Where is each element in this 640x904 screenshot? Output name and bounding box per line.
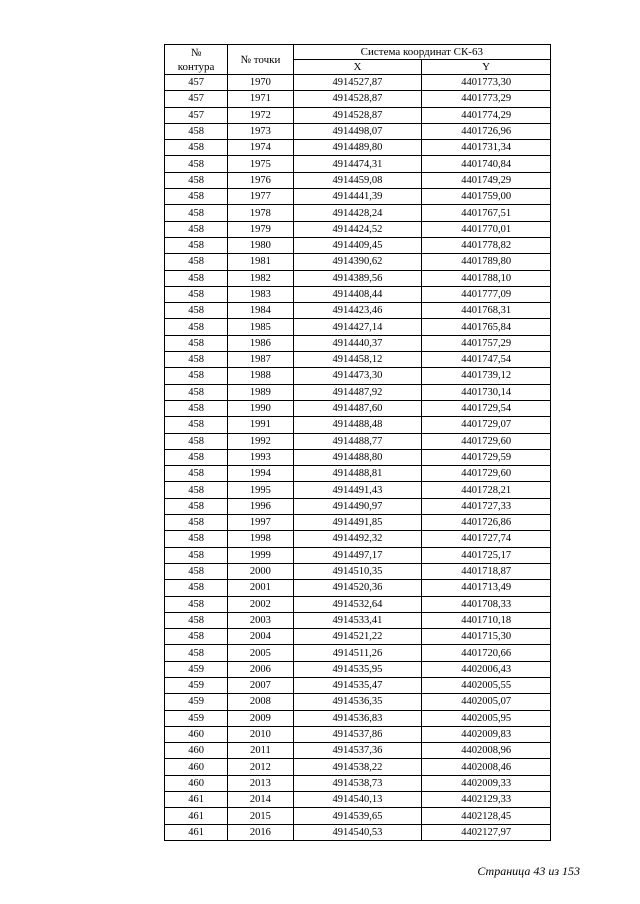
cell-y: 4401715,30: [422, 629, 551, 645]
cell-contour: 458: [165, 466, 228, 482]
cell-point: 1988: [228, 368, 293, 384]
cell-point: 2001: [228, 580, 293, 596]
cell-x: 4914474,31: [293, 156, 422, 172]
cell-contour: 458: [165, 270, 228, 286]
cell-point: 1995: [228, 482, 293, 498]
cell-y: 4402009,33: [422, 775, 551, 791]
cell-y: 4401708,33: [422, 596, 551, 612]
cell-contour: 458: [165, 563, 228, 579]
cell-contour: 459: [165, 661, 228, 677]
cell-x: 4914498,07: [293, 123, 422, 139]
cell-contour: 461: [165, 792, 228, 808]
cell-contour: 460: [165, 775, 228, 791]
cell-contour: 458: [165, 368, 228, 384]
cell-point: 2005: [228, 645, 293, 661]
cell-x: 4914489,80: [293, 140, 422, 156]
table-row: [165, 433, 551, 449]
table-row: [165, 743, 551, 759]
cell-x: 4914428,24: [293, 205, 422, 221]
header-point: № точки: [228, 45, 293, 75]
table-row: [165, 368, 551, 384]
cell-x: 4914528,87: [293, 107, 422, 123]
cell-y: 4401727,33: [422, 498, 551, 514]
cell-contour: 458: [165, 237, 228, 253]
cell-y: 4402129,33: [422, 792, 551, 808]
cell-x: 4914488,81: [293, 466, 422, 482]
cell-point: 2013: [228, 775, 293, 791]
cell-x: 4914538,73: [293, 775, 422, 791]
cell-x: 4914527,87: [293, 75, 422, 91]
cell-point: 1997: [228, 515, 293, 531]
cell-y: 4402005,07: [422, 694, 551, 710]
cell-point: 1989: [228, 384, 293, 400]
cell-y: 4401729,54: [422, 400, 551, 416]
cell-x: 4914537,86: [293, 726, 422, 742]
cell-point: 1991: [228, 417, 293, 433]
cell-x: 4914497,17: [293, 547, 422, 563]
cell-contour: 458: [165, 547, 228, 563]
cell-x: 4914488,48: [293, 417, 422, 433]
cell-point: 1972: [228, 107, 293, 123]
table-row: [165, 629, 551, 645]
cell-x: 4914427,14: [293, 319, 422, 335]
cell-contour: 461: [165, 824, 228, 840]
cell-y: 4401778,82: [422, 237, 551, 253]
cell-point: 1985: [228, 319, 293, 335]
cell-x: 4914473,30: [293, 368, 422, 384]
cell-point: 1996: [228, 498, 293, 514]
table-row: [165, 352, 551, 368]
cell-contour: 458: [165, 612, 228, 628]
cell-point: 1984: [228, 303, 293, 319]
cell-y: 4401740,84: [422, 156, 551, 172]
cell-contour: 458: [165, 319, 228, 335]
table-row: [165, 384, 551, 400]
cell-point: 2002: [228, 596, 293, 612]
cell-point: 1976: [228, 172, 293, 188]
header-coordinate-system: Система координат СК-63: [293, 45, 550, 60]
cell-point: 1974: [228, 140, 293, 156]
cell-y: 4401757,29: [422, 335, 551, 351]
cell-y: 4401774,29: [422, 107, 551, 123]
cell-contour: 458: [165, 156, 228, 172]
cell-y: 4402128,45: [422, 808, 551, 824]
cell-point: 1994: [228, 466, 293, 482]
cell-y: 4401777,09: [422, 286, 551, 302]
cell-point: 2014: [228, 792, 293, 808]
cell-contour: 460: [165, 743, 228, 759]
cell-contour: 458: [165, 531, 228, 547]
cell-contour: 458: [165, 303, 228, 319]
cell-contour: 458: [165, 286, 228, 302]
cell-x: 4914441,39: [293, 189, 422, 205]
cell-x: 4914532,64: [293, 596, 422, 612]
table-row: [165, 596, 551, 612]
cell-x: 4914487,92: [293, 384, 422, 400]
cell-contour: 459: [165, 677, 228, 693]
table-row: [165, 270, 551, 286]
cell-x: 4914408,44: [293, 286, 422, 302]
table-row: [165, 319, 551, 335]
cell-contour: 458: [165, 400, 228, 416]
cell-y: 4401773,30: [422, 75, 551, 91]
cell-x: 4914423,46: [293, 303, 422, 319]
cell-point: 1977: [228, 189, 293, 205]
cell-x: 4914536,83: [293, 710, 422, 726]
table-row: [165, 775, 551, 791]
cell-contour: 458: [165, 172, 228, 188]
cell-y: 4401729,59: [422, 449, 551, 465]
cell-y: 4401731,34: [422, 140, 551, 156]
cell-contour: 460: [165, 726, 228, 742]
cell-y: 4401789,80: [422, 254, 551, 270]
cell-point: 1979: [228, 221, 293, 237]
cell-point: 2016: [228, 824, 293, 840]
table-row: [165, 156, 551, 172]
table-row: [165, 417, 551, 433]
cell-point: 2000: [228, 563, 293, 579]
cell-point: 2007: [228, 677, 293, 693]
cell-point: 1998: [228, 531, 293, 547]
cell-point: 2004: [228, 629, 293, 645]
cell-y: 4402009,83: [422, 726, 551, 742]
cell-contour: 458: [165, 140, 228, 156]
cell-contour: 458: [165, 254, 228, 270]
cell-contour: 460: [165, 759, 228, 775]
cell-point: 1982: [228, 270, 293, 286]
table-row: [165, 661, 551, 677]
cell-point: 1990: [228, 400, 293, 416]
header-y: Y: [422, 60, 551, 75]
cell-y: 4401729,60: [422, 466, 551, 482]
cell-contour: 458: [165, 515, 228, 531]
cell-x: 4914491,43: [293, 482, 422, 498]
coordinates-table: [164, 44, 551, 841]
cell-x: 4914440,37: [293, 335, 422, 351]
cell-x: 4914510,35: [293, 563, 422, 579]
cell-y: 4401759,00: [422, 189, 551, 205]
table-row: [165, 400, 551, 416]
table-row: [165, 189, 551, 205]
cell-y: 4401720,66: [422, 645, 551, 661]
cell-contour: 458: [165, 352, 228, 368]
cell-point: 1978: [228, 205, 293, 221]
cell-y: 4401729,60: [422, 433, 551, 449]
table-row: [165, 254, 551, 270]
cell-y: 4401710,18: [422, 612, 551, 628]
cell-y: 4401725,17: [422, 547, 551, 563]
cell-contour: 457: [165, 75, 228, 91]
cell-y: 4401728,21: [422, 482, 551, 498]
cell-x: 4914539,65: [293, 808, 422, 824]
cell-y: 4402127,97: [422, 824, 551, 840]
cell-x: 4914528,87: [293, 91, 422, 107]
cell-point: 2010: [228, 726, 293, 742]
cell-contour: 458: [165, 417, 228, 433]
cell-y: 4401770,01: [422, 221, 551, 237]
table-row: [165, 91, 551, 107]
cell-point: 1987: [228, 352, 293, 368]
cell-point: 1980: [228, 237, 293, 253]
table-row: [165, 107, 551, 123]
cell-contour: 458: [165, 482, 228, 498]
cell-point: 2003: [228, 612, 293, 628]
cell-point: 1975: [228, 156, 293, 172]
cell-point: 1981: [228, 254, 293, 270]
cell-contour: 459: [165, 710, 228, 726]
cell-x: 4914521,22: [293, 629, 422, 645]
cell-point: 2009: [228, 710, 293, 726]
table-row: [165, 449, 551, 465]
cell-x: 4914409,45: [293, 237, 422, 253]
cell-point: 2015: [228, 808, 293, 824]
table-row: [165, 547, 551, 563]
table-row: [165, 710, 551, 726]
table-row: [165, 140, 551, 156]
cell-point: 1999: [228, 547, 293, 563]
cell-point: 1971: [228, 91, 293, 107]
cell-y: 4401713,49: [422, 580, 551, 596]
table-row: [165, 759, 551, 775]
table-row: [165, 677, 551, 693]
table-row: [165, 75, 551, 91]
table-row: [165, 498, 551, 514]
cell-contour: 458: [165, 221, 228, 237]
cell-y: 4402008,46: [422, 759, 551, 775]
cell-x: 4914488,77: [293, 433, 422, 449]
table-row: [165, 221, 551, 237]
cell-point: 2011: [228, 743, 293, 759]
table-row: [165, 580, 551, 596]
cell-y: 4402006,43: [422, 661, 551, 677]
cell-y: 4401729,07: [422, 417, 551, 433]
cell-y: 4401730,14: [422, 384, 551, 400]
table-row: [165, 172, 551, 188]
table-row: [165, 237, 551, 253]
table-row: [165, 531, 551, 547]
cell-x: 4914533,41: [293, 612, 422, 628]
table-row: [165, 515, 551, 531]
cell-y: 4401727,74: [422, 531, 551, 547]
cell-point: 2012: [228, 759, 293, 775]
cell-x: 4914424,52: [293, 221, 422, 237]
cell-contour: 458: [165, 123, 228, 139]
cell-x: 4914535,95: [293, 661, 422, 677]
cell-y: 4401726,86: [422, 515, 551, 531]
table-row: [165, 726, 551, 742]
cell-contour: 458: [165, 433, 228, 449]
cell-contour: 458: [165, 189, 228, 205]
table-row: [165, 286, 551, 302]
cell-contour: 458: [165, 596, 228, 612]
table-row: [165, 645, 551, 661]
cell-x: 4914536,35: [293, 694, 422, 710]
cell-point: 2008: [228, 694, 293, 710]
cell-x: 4914540,53: [293, 824, 422, 840]
cell-contour: 458: [165, 498, 228, 514]
table-row: [165, 694, 551, 710]
cell-y: 4402008,96: [422, 743, 551, 759]
cell-x: 4914487,60: [293, 400, 422, 416]
cell-contour: 458: [165, 629, 228, 645]
cell-contour: 458: [165, 335, 228, 351]
cell-x: 4914390,62: [293, 254, 422, 270]
cell-contour: 458: [165, 580, 228, 596]
cell-contour: 461: [165, 808, 228, 824]
cell-contour: 458: [165, 205, 228, 221]
cell-point: 1993: [228, 449, 293, 465]
cell-y: 4402005,55: [422, 677, 551, 693]
cell-point: 1970: [228, 75, 293, 91]
cell-point: 1973: [228, 123, 293, 139]
table-row: [165, 824, 551, 840]
cell-y: 4401749,29: [422, 172, 551, 188]
cell-point: 1992: [228, 433, 293, 449]
cell-x: 4914459,08: [293, 172, 422, 188]
cell-point: 2006: [228, 661, 293, 677]
cell-contour: 458: [165, 645, 228, 661]
cell-y: 4401788,10: [422, 270, 551, 286]
table-row: [165, 482, 551, 498]
cell-x: 4914490,97: [293, 498, 422, 514]
table-row: [165, 335, 551, 351]
cell-y: 4402005,95: [422, 710, 551, 726]
cell-x: 4914458,12: [293, 352, 422, 368]
cell-x: 4914538,22: [293, 759, 422, 775]
table-row: [165, 808, 551, 824]
cell-contour: 457: [165, 107, 228, 123]
table-row: [165, 792, 551, 808]
header-x: X: [293, 60, 422, 75]
cell-contour: 457: [165, 91, 228, 107]
cell-y: 4401726,96: [422, 123, 551, 139]
cell-contour: 458: [165, 384, 228, 400]
cell-point: 1986: [228, 335, 293, 351]
table-row: [165, 612, 551, 628]
cell-x: 4914389,56: [293, 270, 422, 286]
header-contour: № контура: [165, 45, 228, 75]
cell-y: 4401768,31: [422, 303, 551, 319]
cell-contour: 459: [165, 694, 228, 710]
cell-x: 4914491,85: [293, 515, 422, 531]
cell-x: 4914520,36: [293, 580, 422, 596]
table-row: [165, 205, 551, 221]
cell-x: 4914537,36: [293, 743, 422, 759]
table-row: [165, 303, 551, 319]
table-body: [165, 75, 551, 841]
cell-contour: 458: [165, 449, 228, 465]
cell-y: 4401718,87: [422, 563, 551, 579]
cell-y: 4401767,51: [422, 205, 551, 221]
cell-y: 4401765,84: [422, 319, 551, 335]
cell-x: 4914540,13: [293, 792, 422, 808]
cell-x: 4914488,80: [293, 449, 422, 465]
cell-y: 4401773,29: [422, 91, 551, 107]
table-row: [165, 466, 551, 482]
cell-point: 1983: [228, 286, 293, 302]
table-row: [165, 123, 551, 139]
cell-x: 4914511,26: [293, 645, 422, 661]
cell-x: 4914535,47: [293, 677, 422, 693]
cell-y: 4401739,12: [422, 368, 551, 384]
page-footer: Страница 43 из 153: [477, 864, 580, 878]
cell-x: 4914492,32: [293, 531, 422, 547]
table-row: [165, 563, 551, 579]
cell-y: 4401747,54: [422, 352, 551, 368]
